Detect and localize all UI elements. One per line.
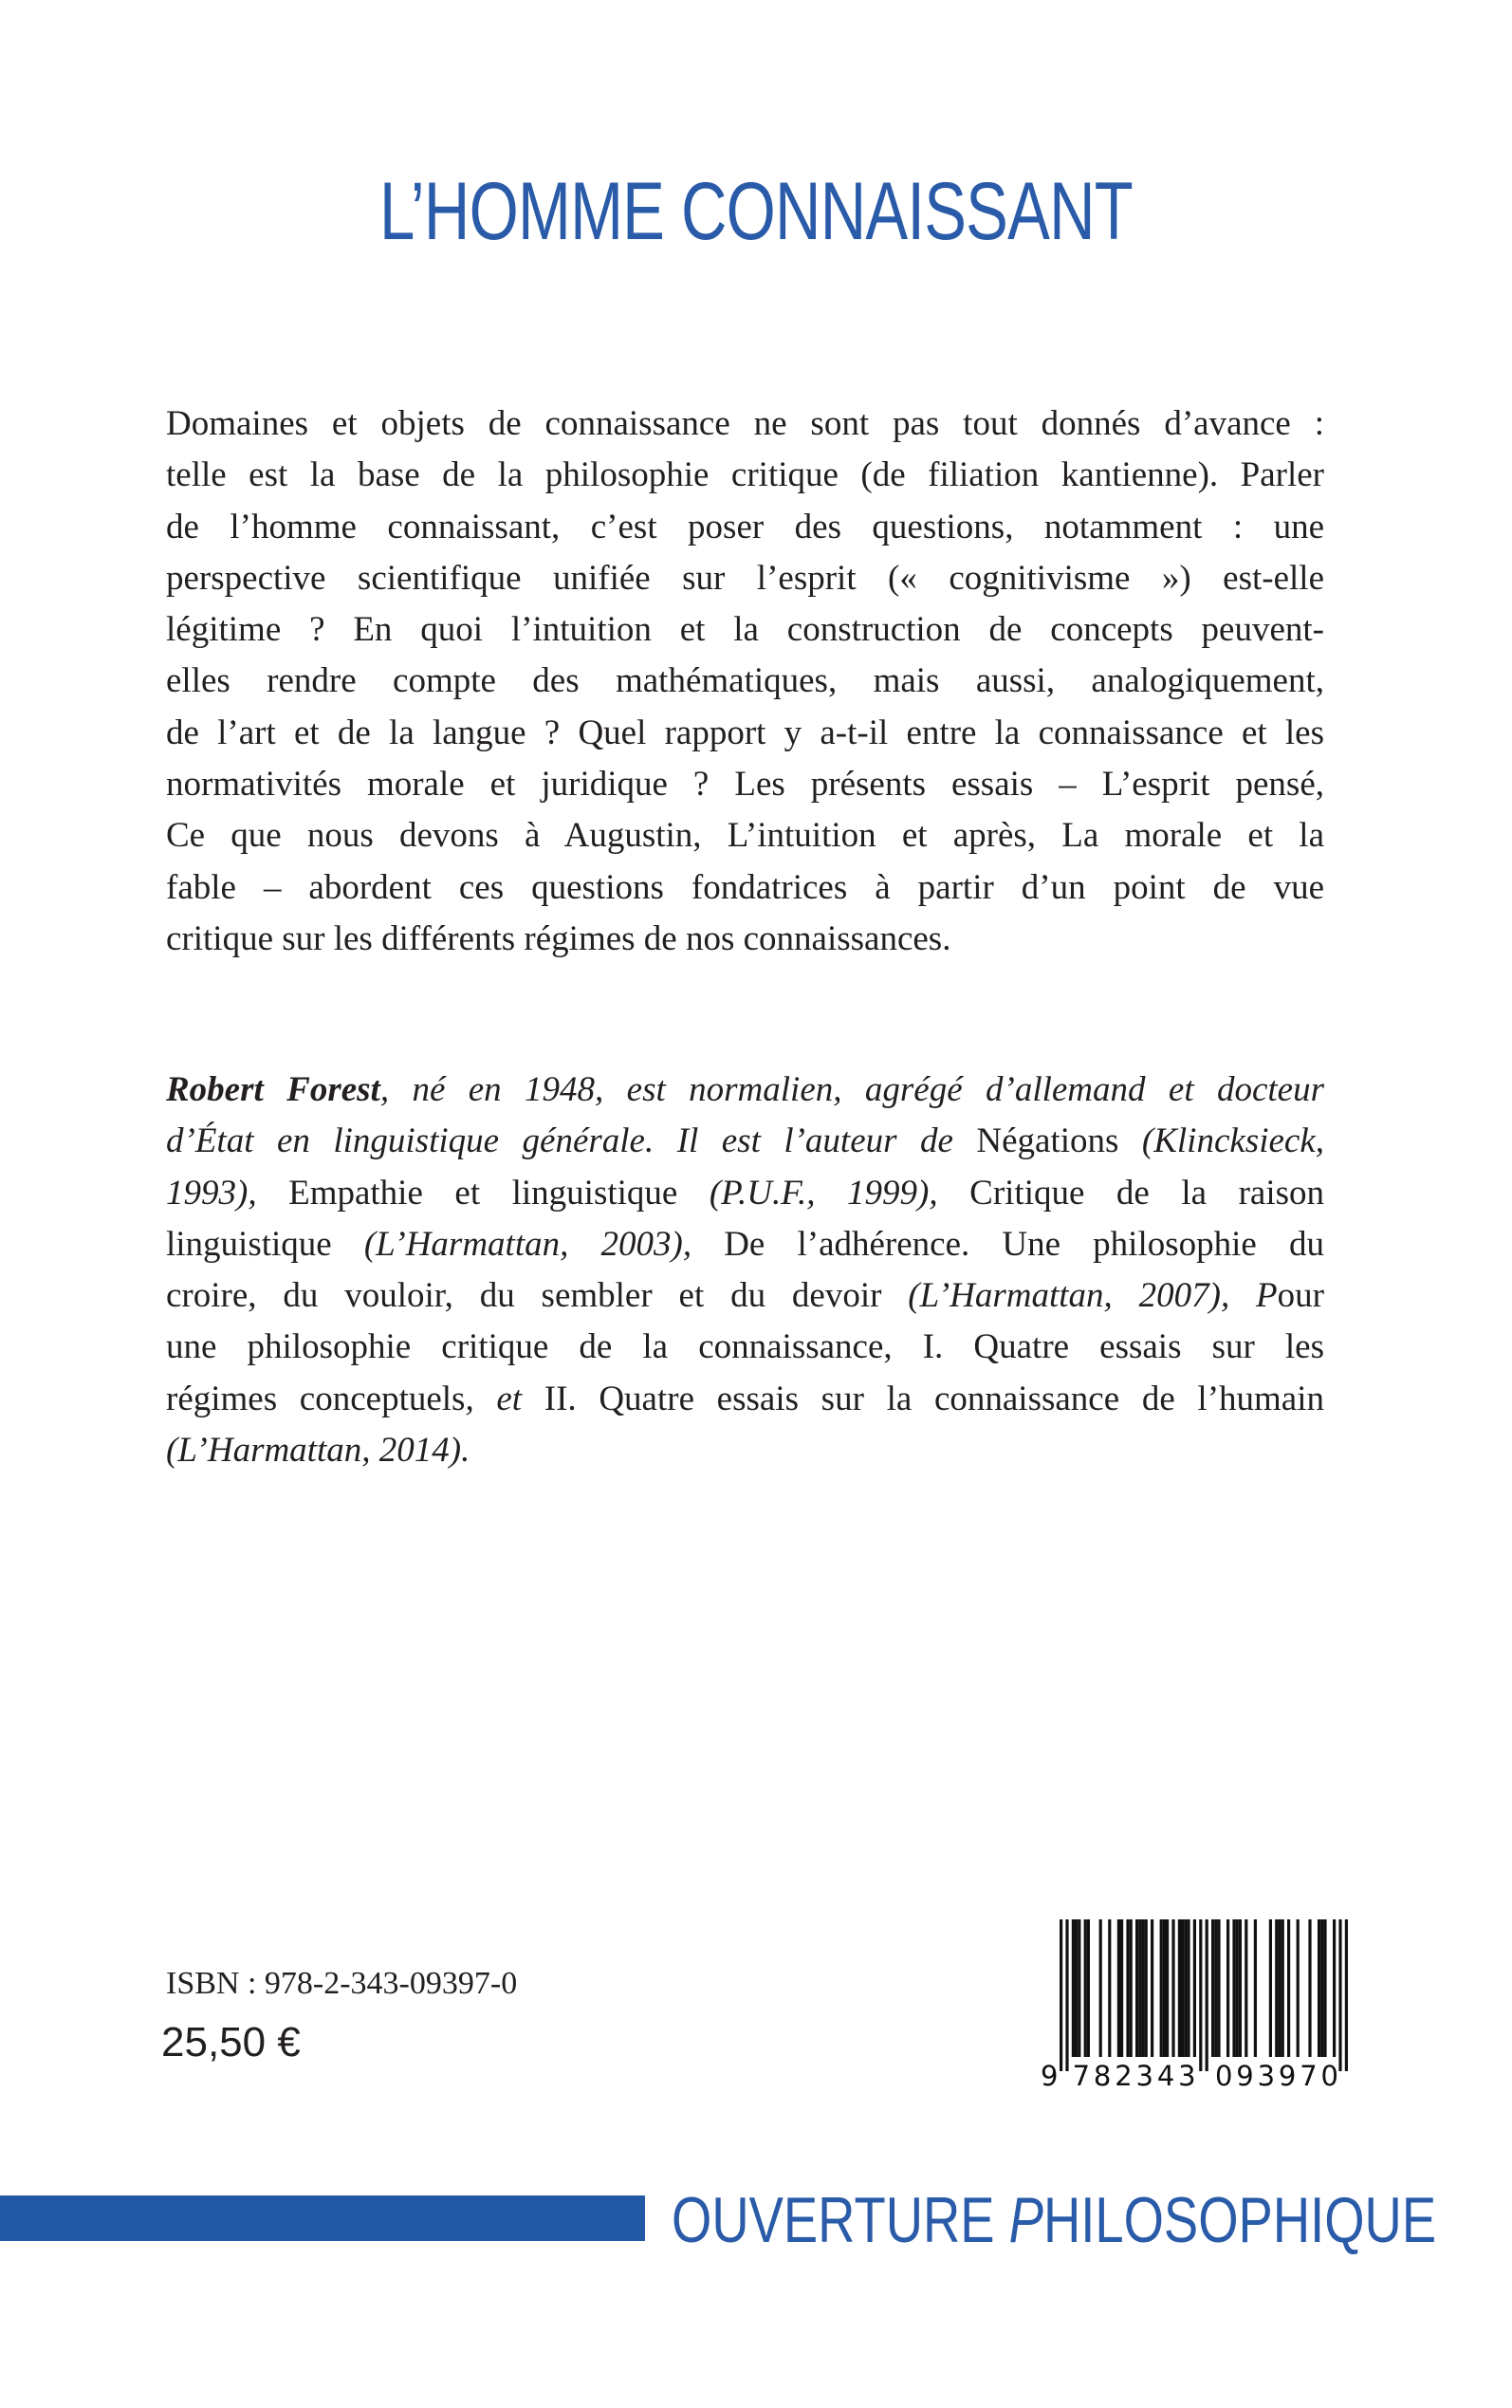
bio-text: II. Quatre essais sur la connaissance de l’humain bbox=[544, 1379, 1324, 1418]
barcode-bar bbox=[1075, 1919, 1078, 2057]
barcode-bar bbox=[1275, 1919, 1278, 2057]
bio-line bbox=[166, 1168, 1324, 1219]
bio-text: (Klincksieck, bbox=[1141, 1121, 1324, 1161]
barcode-bar bbox=[1338, 1919, 1341, 2071]
barcode bbox=[1039, 1917, 1352, 2092]
bio-text: régimes conceptuels bbox=[166, 1379, 466, 1418]
isbn-label: ISBN : 978-2-343-09397-0 bbox=[166, 1966, 518, 2001]
barcode-bar bbox=[1232, 1919, 1235, 2057]
barcode-bar bbox=[1184, 1919, 1187, 2057]
series-name: OUVERTURE PHILOSOPHIQUE bbox=[672, 2184, 1437, 2256]
summary-line: Domaines et objets de connaissance ne sont pas tout donnés d’avance : bbox=[166, 404, 1324, 443]
summary-line: légitime ? En quoi l’intuition et la construction de concepts peuvent- bbox=[166, 610, 1324, 650]
barcode-digits: 093970 bbox=[1215, 2060, 1338, 2092]
book-title: L’HOMME CONNAISSANT bbox=[379, 166, 1133, 257]
barcode-bar bbox=[1178, 1919, 1181, 2057]
barcode-bar bbox=[1323, 1919, 1326, 2057]
bio-text: Critique de la raison bbox=[969, 1173, 1325, 1213]
barcode-bar bbox=[1135, 1919, 1138, 2057]
summary-paragraph bbox=[166, 398, 1324, 965]
barcode-bar bbox=[1333, 1919, 1336, 2057]
barcode-bar bbox=[1245, 1919, 1247, 2057]
barcode-bar bbox=[1308, 1919, 1311, 2057]
barcode-bar bbox=[1087, 1919, 1090, 2057]
bio-text: 1993), bbox=[166, 1173, 289, 1213]
barcode-bar bbox=[1239, 1919, 1242, 2057]
barcode-bar bbox=[1065, 1919, 1068, 2071]
barcode-bar bbox=[1226, 1919, 1229, 2057]
barcode-bar bbox=[1236, 1919, 1239, 2057]
series-color-strip bbox=[0, 2195, 645, 2241]
bio-line bbox=[166, 1116, 1324, 1167]
summary-line: Ce que nous devons à Augustin, L’intuition et après, La morale et la bbox=[166, 816, 1324, 856]
barcode-bar bbox=[1297, 1919, 1300, 2057]
barcode-bar bbox=[1108, 1919, 1111, 2057]
summary-line: critique sur les différents régimes de nos connaissances. bbox=[166, 918, 951, 958]
barcode-bar bbox=[1187, 1919, 1189, 2057]
barcode-bar bbox=[1120, 1919, 1123, 2057]
author-name: Robert Forest bbox=[166, 1070, 380, 1109]
bio-line bbox=[166, 1219, 1324, 1270]
barcode-digits: 782343 bbox=[1072, 2060, 1196, 2092]
barcode-bar bbox=[1141, 1919, 1144, 2057]
bio-text: , et bbox=[465, 1379, 544, 1418]
summary-line: de l’art et de la langue ? Quel rapport y a-t-il entre la connaissance et les bbox=[166, 713, 1324, 752]
barcode-bar bbox=[1206, 1919, 1208, 2071]
bio-text: d’État en linguistique générale. Il est l’auteur de bbox=[166, 1121, 977, 1161]
bio-text: our bbox=[1277, 1276, 1324, 1316]
bio-text: (L’Harmattan, 2003), bbox=[363, 1224, 725, 1264]
barcode-bar bbox=[1130, 1919, 1133, 2057]
summary-line: elles rendre compte des mathématiques, mais aussi, analogiquement, bbox=[166, 661, 1324, 701]
barcode-bar bbox=[1160, 1919, 1163, 2057]
barcode-bar bbox=[1171, 1919, 1174, 2057]
barcode-digits: 9 bbox=[1041, 2060, 1059, 2092]
barcode-bar bbox=[1282, 1919, 1284, 2057]
barcode-bar bbox=[1318, 1919, 1320, 2057]
barcode-bar bbox=[1278, 1919, 1281, 2057]
bio-text: (P.U.F., 1999), bbox=[709, 1173, 970, 1213]
summary-line: fable – abordent ces questions fondatrices à partir d’un point de vue bbox=[166, 867, 1324, 907]
price-label: 25,50 € bbox=[161, 2019, 301, 2065]
barcode-bar bbox=[1060, 1919, 1062, 2071]
barcode-bar bbox=[1145, 1919, 1148, 2057]
bio-line bbox=[166, 1322, 1324, 1373]
barcode-bar bbox=[1126, 1919, 1129, 2057]
barcode-bar bbox=[1163, 1919, 1166, 2057]
barcode-bar bbox=[1084, 1919, 1087, 2057]
barcode-bar bbox=[1211, 1919, 1214, 2057]
bio-text: Empathie et linguistique bbox=[288, 1173, 710, 1213]
bio-line bbox=[166, 1374, 1324, 1425]
barcode-bar bbox=[1117, 1919, 1120, 2057]
bio-text: une philosophie critique de la connaissance, I. Quatre essais sur les bbox=[166, 1327, 1324, 1367]
barcode-bar bbox=[1199, 1919, 1202, 2071]
bio-text: (L’Harmattan, 2007), P bbox=[908, 1276, 1278, 1316]
bio-text: Négations bbox=[976, 1121, 1142, 1161]
barcode-bar bbox=[1078, 1919, 1080, 2057]
summary-line: telle est la base de la philosophie critique (de filiation kantienne). Parler bbox=[166, 455, 1324, 495]
bio-line bbox=[166, 1425, 1324, 1476]
barcode-bar bbox=[1345, 1919, 1348, 2071]
barcode-bar bbox=[1138, 1919, 1141, 2057]
bio-text: linguistique bbox=[166, 1224, 364, 1264]
barcode-bar bbox=[1287, 1919, 1290, 2057]
barcode-bar bbox=[1214, 1919, 1217, 2057]
bio-line bbox=[166, 1065, 1324, 1116]
barcode-bar bbox=[1217, 1919, 1220, 2057]
barcode-bar bbox=[1072, 1919, 1075, 2057]
barcode-bar bbox=[1269, 1919, 1272, 2057]
bio-line bbox=[166, 1270, 1324, 1322]
barcode-bar bbox=[1166, 1919, 1169, 2057]
bio-text: , né en 1948, est normalien, agrégé d’allemand et docteur bbox=[379, 1070, 1324, 1109]
barcode-bar bbox=[1151, 1919, 1153, 2057]
barcode-bar bbox=[1254, 1919, 1257, 2057]
summary-line: perspective scientifique unifiée sur l’esprit (« cognitivisme ») est-elle bbox=[166, 558, 1324, 598]
summary-line: normativités morale et juridique ? Les présents essais – L’esprit pensé, bbox=[166, 765, 1324, 805]
bio-text: croire, du vouloir, du sembler et du devoir bbox=[166, 1276, 909, 1316]
barcode-bar bbox=[1320, 1919, 1323, 2057]
barcode-bar bbox=[1193, 1919, 1196, 2057]
barcode-bar bbox=[1099, 1919, 1102, 2057]
author-bio-paragraph bbox=[166, 1065, 1324, 1476]
summary-line: de l’homme connaissant, c’est poser des questions, notamment : une bbox=[166, 507, 1324, 546]
bio-text: De l’adhérence. Une philosophie du bbox=[724, 1224, 1324, 1264]
barcode-bar bbox=[1181, 1919, 1184, 2057]
bio-text: (L’Harmattan, 2014). bbox=[166, 1431, 470, 1471]
